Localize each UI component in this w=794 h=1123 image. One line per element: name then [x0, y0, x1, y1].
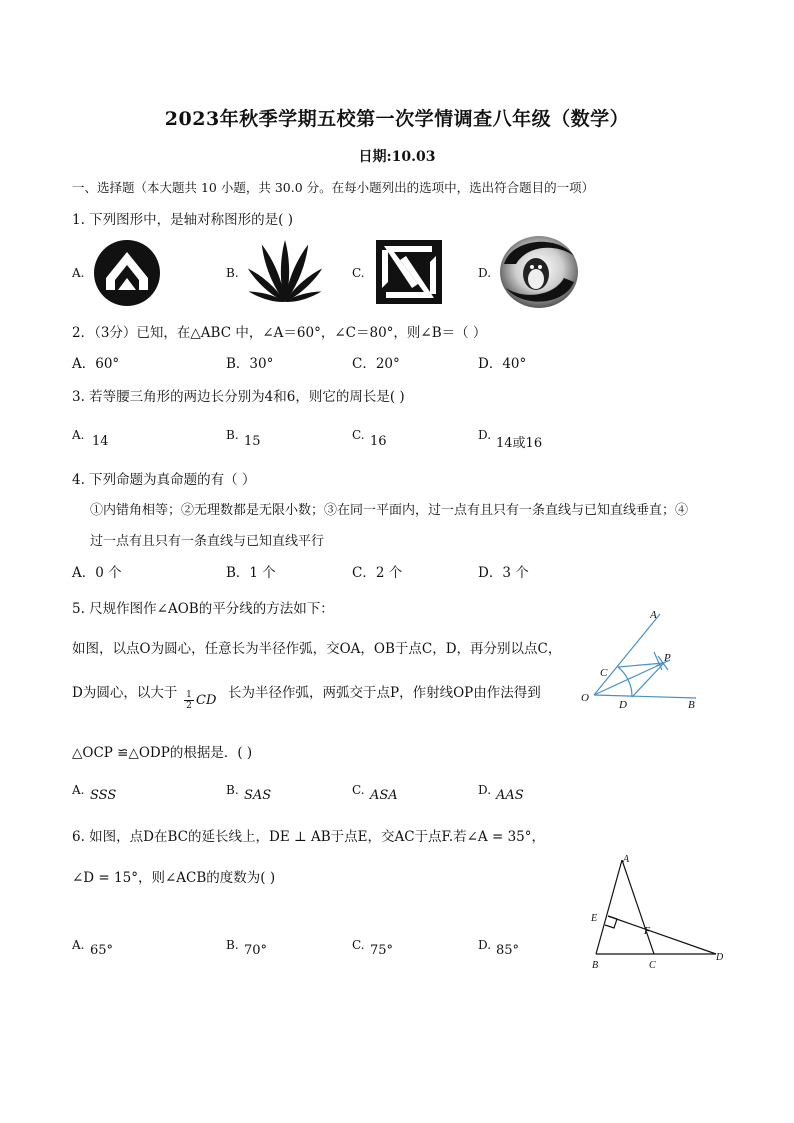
- q6-option-d-label[interactable]: D.: [478, 938, 492, 952]
- q1-option-a-label[interactable]: A.: [72, 266, 85, 280]
- q3-option-d-value[interactable]: 14或16: [496, 436, 543, 451]
- q5-label-b: B: [688, 699, 695, 711]
- q5-body-line3: △OCP ≌△ODP的根据是．( ): [72, 745, 253, 761]
- q6-option-b-label[interactable]: B.: [226, 938, 239, 952]
- q6-stem: 6. 如图，点D在BC的延长线上，DE ⊥ AB于点E，交AC于点F.若∠A = 35°，: [72, 829, 545, 845]
- q5-option-a-label[interactable]: A.: [72, 783, 85, 797]
- china-construction-bank-logo-icon[interactable]: [92, 238, 162, 308]
- q3-option-b-label[interactable]: B.: [226, 428, 239, 442]
- q5-option-d-label[interactable]: D.: [478, 783, 492, 797]
- q4-option-a[interactable]: A．0 个: [72, 565, 122, 581]
- q5-fraction: [184, 690, 194, 711]
- abstract-square-logo-icon[interactable]: [374, 238, 444, 306]
- q6-option-c-label[interactable]: C.: [352, 938, 365, 952]
- q5-option-a-value[interactable]: SSS: [90, 788, 117, 803]
- q5-option-d-value[interactable]: AAS: [496, 788, 524, 803]
- q6-option-a-value[interactable]: 65°: [90, 943, 114, 958]
- q5-label-d: D: [619, 699, 627, 711]
- q1-option-b-label[interactable]: B.: [226, 266, 239, 280]
- q4-option-d[interactable]: D．3 个: [478, 565, 529, 581]
- q6-option-c-value[interactable]: 75°: [370, 943, 394, 958]
- q3-option-a-value[interactable]: 14: [92, 434, 109, 449]
- q6-option-d-value[interactable]: 85°: [496, 943, 520, 958]
- q2-option-b[interactable]: B．30°: [226, 356, 274, 372]
- page-title: 2023年秋季学期五校第一次学情调查八年级（数学）: [164, 108, 630, 130]
- q5-body-line1: 如图，以点O为圆心，任意长为半径作弧，交OA，OB于点C，D，再分别以点C，: [72, 641, 562, 657]
- section-heading: 一、选择题（本大题共 10 小题，共 30.0 分。在每小题列出的选项中，选出符合题目的一项）: [72, 180, 595, 195]
- q3-option-a-label[interactable]: A.: [72, 428, 85, 442]
- q3-option-b-value[interactable]: 15: [244, 434, 261, 449]
- q1-stem: 1. 下列图形中，是轴对称图形的是( ): [72, 212, 293, 228]
- q6-label-a: A: [623, 854, 630, 865]
- q1-option-d-label[interactable]: D.: [478, 266, 492, 280]
- q6-triangle-figure: [582, 848, 732, 974]
- q5-stem: 5. 尺规作图作∠AOB的平分线的方法如下：: [72, 601, 334, 617]
- q6-option-a-label[interactable]: A.: [72, 938, 85, 952]
- q3-option-c-label[interactable]: C.: [352, 428, 365, 442]
- q5-fraction-numerator: 1: [186, 690, 192, 700]
- qq-penguin-logo-icon[interactable]: [498, 234, 580, 310]
- q5-body-line2b: 长为半径作弧，两弧交于点P，作射线OP由作法得到: [228, 685, 541, 701]
- q4-statements-line1: ①内错角相等；②无理数都是无限小数；③在同一平面内，过一点有且只有一条直线与已知直线垂直；④: [90, 503, 689, 518]
- q4-option-b[interactable]: B．1 个: [226, 565, 276, 581]
- q6-stem-line2: ∠D = 15°，则∠ACB的度数为( ): [72, 870, 276, 886]
- q5-label-p: P: [664, 652, 671, 664]
- q6-label-f: F: [644, 926, 651, 937]
- q5-label-o: O: [581, 692, 589, 704]
- q5-option-b-label[interactable]: B.: [226, 783, 239, 797]
- q1-option-c-label[interactable]: C.: [352, 266, 365, 280]
- q4-option-c[interactable]: C．2 个: [352, 565, 403, 581]
- q6-label-b: B: [592, 960, 599, 971]
- q2-option-a[interactable]: A．60°: [72, 356, 120, 372]
- q6-option-b-value[interactable]: 70°: [244, 943, 268, 958]
- q5-option-c-value[interactable]: ASA: [370, 788, 398, 803]
- q2-stem: 2．（3分）已知，在△ABC 中，∠A＝60°，∠C＝80°，则∠B＝（ ）: [72, 325, 487, 341]
- q2-option-d[interactable]: D．40°: [478, 356, 527, 372]
- q5-fraction-denominator: 2: [184, 700, 194, 711]
- q5-option-b-value[interactable]: SAS: [244, 788, 272, 803]
- q5-angle-bisector-figure: [572, 600, 712, 720]
- huawei-logo-icon[interactable]: [244, 238, 326, 306]
- exam-date: 日期:10.03: [358, 149, 436, 165]
- q3-option-c-value[interactable]: 16: [370, 434, 387, 449]
- q5-label-c: C: [600, 667, 608, 679]
- q5-option-c-label[interactable]: C.: [352, 783, 365, 797]
- q3-option-d-label[interactable]: D.: [478, 428, 492, 442]
- q4-stem: 4. 下列命题为真命题的有（ ）: [72, 472, 256, 488]
- q6-label-e: E: [591, 913, 598, 924]
- q5-fraction-variable: CD: [196, 693, 217, 708]
- q4-statements-line2: 过一点有且只有一条直线与已知直线平行: [90, 534, 325, 549]
- q6-label-d: D: [716, 952, 724, 963]
- q3-stem: 3. 若等腰三角形的两边长分别为4和6，则它的周长是( ): [72, 389, 405, 405]
- q5-body-line2a: D为圆心，以大于: [72, 685, 178, 701]
- q6-label-c: C: [649, 960, 656, 971]
- q5-label-a: A: [650, 609, 657, 621]
- q2-option-c[interactable]: C．20°: [352, 356, 400, 372]
